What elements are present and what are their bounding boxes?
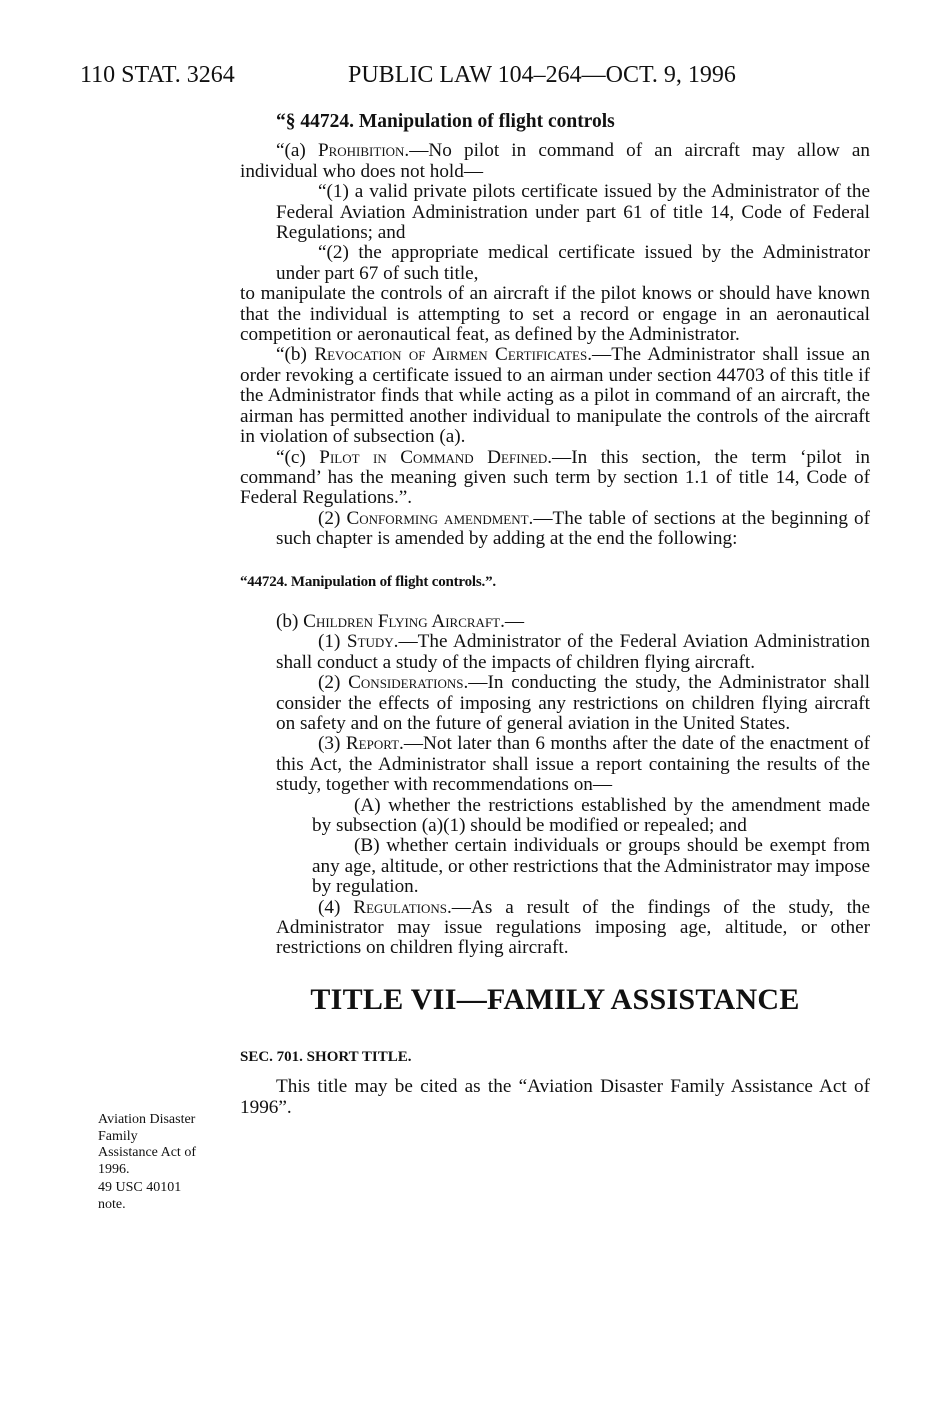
margin-note-line: Aviation Disaster [98,1112,196,1127]
page-body [240,112,870,1118]
short-title-text: This title may be cited as the “Aviation Disaster Family Assistance Act of 1996”. [240,1076,870,1118]
statute-page-number: 110 STAT. 3264 [80,62,235,88]
paragraph-regulations: (4) Regulations.—As a result of the findings of the study, the Administrator may issue regulations imposing age, altitude, or other restrictions on children flying aircraft. [276,896,871,959]
conforming-amendment-caption: Conforming amendment. [346,507,534,529]
margin-note-line: note. [98,1196,126,1212]
margin-note-line: 49 USC 40101 [98,1180,182,1195]
children-flying-caption: Children Flying Aircraft. [303,610,505,632]
subsection-b-caption: Revocation of Airmen Certificates. [314,344,593,366]
short-title-heading: SEC. 701. SHORT TITLE. [240,1048,412,1065]
paragraph-considerations: (2) Considerations.—In conducting the study, the Administrator shall consider the effects of imposing any restrictions on children flying aircraft on safety and on the future of general aviation in the United States. [276,672,870,734]
paragraph-a1: “(1) a valid private pilots certificate issued by the Administrator of the Federal Aviation Administration under part 61 of title 14, Code of Federal Regulations; and [276,181,870,244]
subsection-c: “(c) Pilot in Command Defined.—In this section, the term ‘pilot in command’ has the meaning given such term by section 1.1 of title 14, Code of Federal Regulations.”. [240,446,871,509]
public-law-citation: PUBLIC LAW 104–264—OCT. 9, 1996 [348,62,736,88]
paragraph-a2: “(2) the appropriate medical certificate issued by the Administrator under part 67 of such title, [276,242,870,284]
title-heading: TITLE VII—FAMILY ASSISTANCE [310,982,800,1016]
considerations-caption: Considerations. [348,672,469,694]
report-caption: Report. [345,733,404,755]
regulations-caption: Regulations. [353,896,452,918]
page-header [80,62,880,94]
subsection-a: “(a) Prohibition.—No pilot in command of an aircraft may allow an individual who does not hold— [240,140,870,182]
margin-note-line: Assistance Act of [98,1145,196,1160]
subparagraph-a: (A) whether the restrictions established by the amendment made by subsection (a)(1) should be modified or repealed; and [312,794,870,836]
subparagraph-b: (B) whether certain individuals or groups should be exempt from any age, altitude, or other restrictions that the Administrator may impose by regulation. [312,835,870,898]
margin-note-line: 1996. [98,1161,130,1177]
conforming-amendment: (2) Conforming amendment.—The table of sections at the beginning of such chapter is amended by adding at the end the following: [276,507,870,550]
margin-note-line: Family [98,1128,138,1144]
study-caption: Study. [346,631,399,653]
subsection-b: “(b) Revocation of Airmen Certificates.—The Administrator shall issue an order revoking a certificate issued to an airman under section 44703 of this title if the Administrator finds that while acting as a pilot in command of an aircraft, the airman has permitted another individual to manipulate the controls of the aircraft in violation of subsection (a). [240,344,871,448]
paragraph-report: (3) Report.—Not later than 6 months after the date of the enactment of this Act, the Administrator shall issue a report containing the results of the study, together with recommendations on— [276,733,870,796]
subsection-a-caption: Prohibition. [317,140,410,162]
table-of-sections-entry: “44724. Manipulation of flight controls.”. [240,573,496,590]
subsection-children-flying: (b) Children Flying Aircraft.— [276,610,525,632]
subsection-a-tail: to manipulate the controls of an aircraft if the pilot knows or should have known that the individual is attempting to set a record or engage in an aeronautical competition or aeronautical feat, as defined by the Administrator. [240,283,870,346]
paragraph-study: (1) Study.—The Administrator of the Federal Aviation Administration shall conduct a study of the impacts of children flying aircraft. [276,631,870,673]
section-heading: “§ 44724. Manipulation of flight controls [276,111,615,132]
subsection-c-caption: Pilot in Command Defined. [319,446,553,468]
margin-note [98,1112,228,1213]
